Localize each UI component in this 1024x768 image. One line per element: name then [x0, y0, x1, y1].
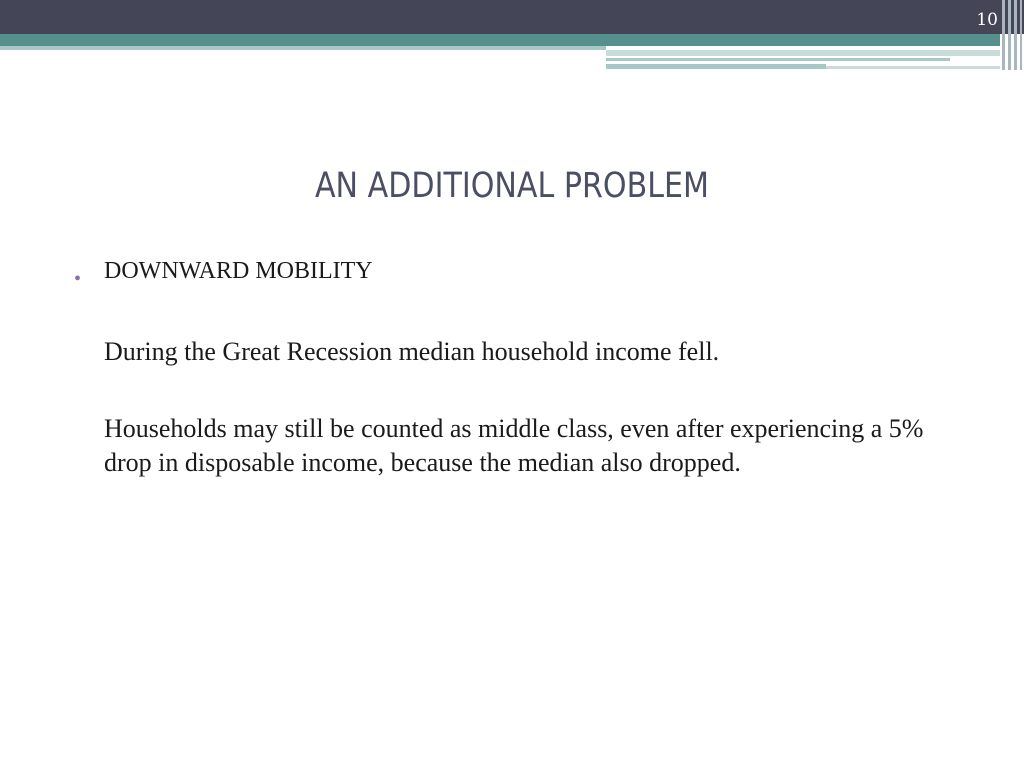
- slide-number: 10: [976, 10, 998, 30]
- paragraph: During the Great Recession median household income fell.: [104, 337, 720, 366]
- header-accent-line: [0, 46, 606, 50]
- paragraph: Households may still be counted as middle class, even after experiencing a 5% drop in disposable income, because the median also dropped.: [104, 414, 924, 477]
- header-band: [0, 0, 1024, 34]
- header-accent-strip: [606, 58, 950, 61]
- header-vertical-bar: [1020, 0, 1022, 70]
- header-accent-strip: [606, 64, 826, 69]
- header-accent-band: [0, 34, 1000, 46]
- header-vertical-bar: [1002, 0, 1005, 70]
- slide-title: AN ADDITIONAL PROBLEM: [314, 166, 710, 206]
- bullet-heading: DOWNWARD MOBILITY: [104, 258, 373, 284]
- bullet-icon: •: [74, 268, 82, 290]
- header-accent-strip: [606, 50, 1000, 56]
- header-vertical-bar: [1008, 0, 1011, 70]
- header-vertical-bar: [1014, 0, 1017, 70]
- header-accent-strip: [826, 66, 1000, 69]
